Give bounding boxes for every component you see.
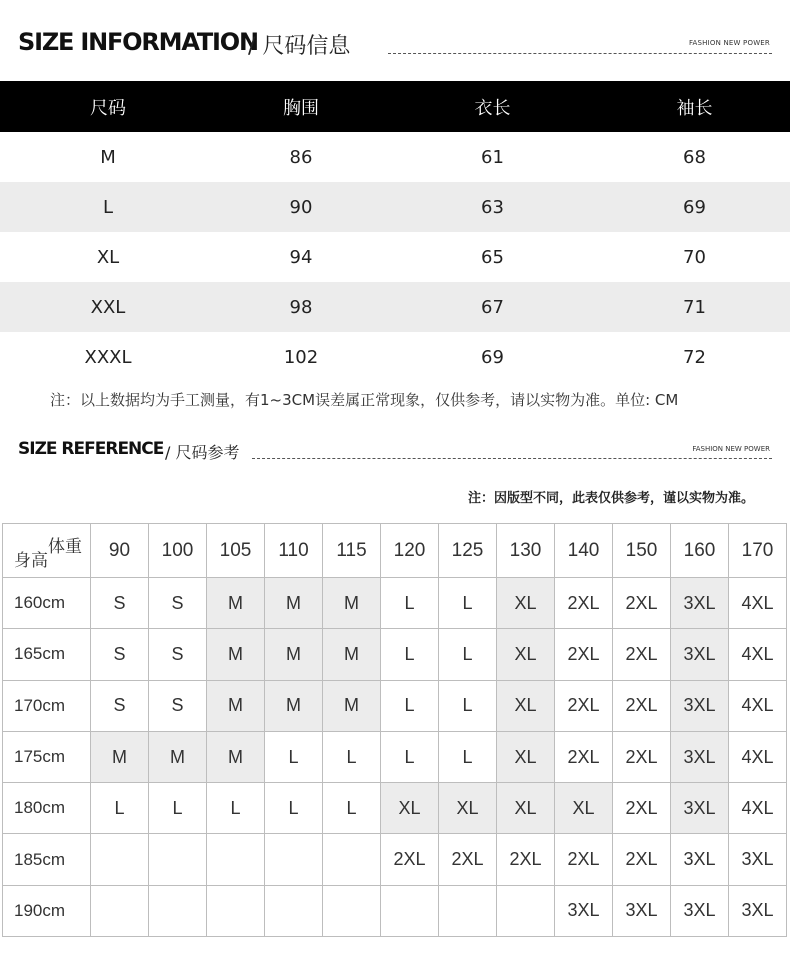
height-cell: 165cm (3, 629, 91, 680)
chest-cell: 86 (289, 146, 313, 168)
size-cell: XXXL (84, 346, 132, 368)
weight-cell: 115 (323, 524, 381, 578)
size-cell: M (207, 731, 265, 782)
table-row (3, 578, 787, 629)
table-row (0, 332, 790, 382)
height-cell: 190cm (3, 885, 91, 936)
size-cell: L (439, 731, 497, 782)
height-cell: 170cm (3, 680, 91, 731)
size-cell: 4XL (729, 783, 787, 834)
size-cell: 2XL (613, 783, 671, 834)
size-cell: L (439, 680, 497, 731)
sleeve-cell: 69 (683, 196, 706, 218)
size-cell: L (265, 783, 323, 834)
size-cell (497, 885, 555, 936)
corner-cell (3, 524, 91, 578)
length-cell: 67 (481, 296, 504, 318)
brand-tagline: FASHION NEW POWER (692, 445, 770, 453)
size-cell: 3XL (671, 629, 729, 680)
size-cell: M (207, 680, 265, 731)
size-cell: 4XL (729, 731, 787, 782)
size-cell: 2XL (613, 578, 671, 629)
size-cell: M (149, 731, 207, 782)
height-cell: 185cm (3, 834, 91, 885)
size-cell: 2XL (555, 629, 613, 680)
size-cell: 2XL (497, 834, 555, 885)
sleeve-cell: 71 (683, 296, 706, 318)
size-cell: L (439, 578, 497, 629)
size-cell: XL (497, 783, 555, 834)
sleeve-cell: 72 (683, 346, 706, 368)
size-reference-title: SIZE REFERENCE (18, 439, 164, 459)
size-cell: 2XL (613, 680, 671, 731)
size-cell: XL (497, 731, 555, 782)
size-reference-title-zh: / 尺码参考 (165, 443, 240, 462)
size-cell: 3XL (671, 731, 729, 782)
size-cell (381, 885, 439, 936)
table-row (3, 783, 787, 834)
chest-cell: 94 (289, 246, 313, 268)
size-cell (207, 834, 265, 885)
size-cell: M (265, 578, 323, 629)
size-cell: 3XL (671, 578, 729, 629)
size-cell: 2XL (439, 834, 497, 885)
size-cell: XL (497, 629, 555, 680)
size-cell: 3XL (671, 885, 729, 936)
size-cell: S (149, 680, 207, 731)
size-reference-table (2, 523, 787, 937)
size-cell: L (439, 629, 497, 680)
size-cell (91, 885, 149, 936)
table-row (3, 731, 787, 782)
size-cell: 2XL (381, 834, 439, 885)
weight-cell: 150 (613, 524, 671, 578)
measurement-note: 注：以上数据均为手工测量，有1~3CM误差属正常现象，仅供参考，请以实物为准。单位: CM (50, 391, 679, 409)
brand-tagline: FASHION NEW POWER (688, 39, 770, 47)
size-information-header (0, 24, 790, 64)
size-cell (323, 885, 381, 936)
weight-cell: 140 (555, 524, 613, 578)
header-chest: 胸围 (283, 97, 319, 119)
size-cell: M (91, 731, 149, 782)
size-cell: 2XL (555, 834, 613, 885)
size-cell: 2XL (555, 731, 613, 782)
size-cell: 2XL (555, 578, 613, 629)
length-cell: 61 (481, 146, 504, 168)
size-cell: 3XL (671, 834, 729, 885)
size-information-table (0, 81, 790, 382)
height-cell: 160cm (3, 578, 91, 629)
length-cell: 65 (481, 246, 504, 268)
size-cell: L (381, 731, 439, 782)
weight-label: 体重 (48, 537, 82, 556)
table-row (3, 629, 787, 680)
size-cell: L (381, 629, 439, 680)
header-size: 尺码 (90, 97, 126, 119)
size-cell (265, 834, 323, 885)
size-cell: M (265, 680, 323, 731)
size-cell: 2XL (613, 834, 671, 885)
size-cell: 3XL (729, 885, 787, 936)
size-reference-header (0, 434, 790, 464)
size-cell (149, 834, 207, 885)
weight-cell: 90 (91, 524, 149, 578)
size-cell (439, 885, 497, 936)
weight-cell: 120 (381, 524, 439, 578)
size-cell: XL (96, 246, 120, 268)
size-information-title-zh: / 尺码信息 (248, 34, 351, 59)
size-cell: M (323, 680, 381, 731)
size-cell: M (100, 146, 116, 168)
size-cell: L (207, 783, 265, 834)
size-cell: M (323, 629, 381, 680)
size-cell: L (91, 783, 149, 834)
size-cell (149, 885, 207, 936)
table-row (3, 680, 787, 731)
size-cell: L (323, 731, 381, 782)
size-cell (91, 834, 149, 885)
size-cell: M (207, 629, 265, 680)
height-label: 身高 (14, 551, 48, 570)
size-cell: L (265, 731, 323, 782)
length-cell: 63 (481, 196, 504, 218)
size-cell: XL (497, 578, 555, 629)
weight-cell: 125 (439, 524, 497, 578)
weight-cell: 100 (149, 524, 207, 578)
size-cell (207, 885, 265, 936)
size-cell: 3XL (671, 680, 729, 731)
table-row (0, 182, 790, 232)
size-cell: M (207, 578, 265, 629)
size-cell: XL (555, 783, 613, 834)
chest-cell: 98 (289, 296, 313, 318)
size-cell: 2XL (555, 680, 613, 731)
sleeve-cell: 68 (683, 146, 706, 168)
size-cell: L (381, 578, 439, 629)
size-cell: S (149, 629, 207, 680)
size-cell: L (323, 783, 381, 834)
size-cell: S (91, 629, 149, 680)
size-cell: S (91, 680, 149, 731)
chest-cell: 90 (289, 196, 313, 218)
size-cell: 2XL (613, 629, 671, 680)
size-cell: 4XL (729, 680, 787, 731)
weight-cell: 105 (207, 524, 265, 578)
size-cell: 3XL (729, 834, 787, 885)
dashed-divider (252, 458, 772, 459)
size-cell (265, 885, 323, 936)
size-cell: 3XL (613, 885, 671, 936)
weight-cell: 160 (671, 524, 729, 578)
sleeve-cell: 70 (683, 246, 706, 268)
size-cell: L (149, 783, 207, 834)
table-row (0, 282, 790, 332)
size-cell: L (102, 196, 114, 218)
size-cell: XXL (90, 296, 126, 318)
weight-cell: 130 (497, 524, 555, 578)
reference-note: 注：因版型不同，此表仅供参考，谨以实物为准。 (467, 491, 754, 506)
header-sleeve: 袖长 (676, 97, 713, 119)
weight-cell: 110 (265, 524, 323, 578)
dashed-divider (388, 53, 772, 54)
size-cell: 4XL (729, 578, 787, 629)
size-information-title: SIZE INFORMATION (18, 28, 258, 56)
height-cell: 180cm (3, 783, 91, 834)
size-cell: S (149, 578, 207, 629)
weight-cell: 170 (729, 524, 787, 578)
size-cell: XL (381, 783, 439, 834)
header-length: 衣长 (474, 97, 511, 119)
length-cell: 69 (481, 346, 504, 368)
height-cell: 175cm (3, 731, 91, 782)
table-row (0, 232, 790, 282)
size-cell: XL (497, 680, 555, 731)
size-cell: 4XL (729, 629, 787, 680)
weight-header-row (3, 524, 787, 578)
size-cell: 2XL (613, 731, 671, 782)
size-cell (323, 834, 381, 885)
size-cell: S (91, 578, 149, 629)
size-cell: XL (439, 783, 497, 834)
table-row (3, 834, 787, 885)
chest-cell: 102 (283, 346, 319, 368)
size-cell: M (323, 578, 381, 629)
table-row (3, 885, 787, 936)
table-header-row (0, 81, 790, 132)
size-cell: 3XL (671, 783, 729, 834)
size-cell: M (265, 629, 323, 680)
size-cell: L (381, 680, 439, 731)
size-cell: 3XL (555, 885, 613, 936)
table-row (0, 132, 790, 182)
